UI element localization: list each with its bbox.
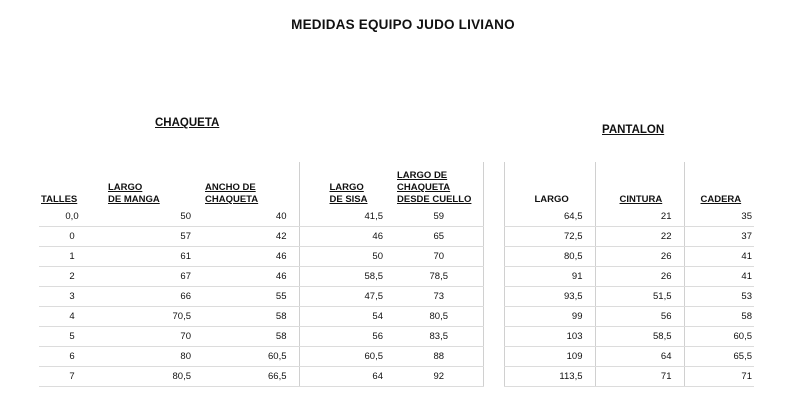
cell-talle: 3 <box>39 287 105 307</box>
header-largo: LARGO <box>504 162 595 207</box>
cell-largo-sisa: 50 <box>299 247 395 267</box>
cell-cintura: 58,5 <box>595 327 684 347</box>
header-largo-sisa: LARGO DE SISA <box>299 162 395 207</box>
cell-largo-manga: 50 <box>105 207 203 227</box>
cell-largo-pantalon: 113,5 <box>504 367 595 387</box>
cell-cintura: 71 <box>595 367 684 387</box>
page-title: MEDIDAS EQUIPO JUDO LIVIANO <box>291 17 515 32</box>
cell-cintura: 22 <box>595 227 684 247</box>
cell-largo-chaqueta-cuello: 73 <box>395 287 483 307</box>
cell-largo-manga: 66 <box>105 287 203 307</box>
cell-talle: 0 <box>39 227 105 247</box>
table-row <box>39 327 754 347</box>
header-talles: TALLES <box>41 194 78 205</box>
cell-largo-manga: 61 <box>105 247 203 267</box>
cell-largo-pantalon: 64,5 <box>504 207 595 227</box>
cell-largo-sisa: 60,5 <box>299 347 395 367</box>
cell-largo-sisa: 46 <box>299 227 395 247</box>
header-cadera: CADERA <box>684 162 754 207</box>
cell-cadera: 58 <box>684 307 754 327</box>
cell-largo-sisa: 54 <box>299 307 395 327</box>
cell-cadera: 37 <box>684 227 754 247</box>
cell-largo-manga: 70,5 <box>105 307 203 327</box>
cell-largo-pantalon: 99 <box>504 307 595 327</box>
table-row <box>39 247 754 267</box>
cell-cadera: 60,5 <box>684 327 754 347</box>
cell-cintura: 56 <box>595 307 684 327</box>
table-row <box>39 267 754 287</box>
table-row <box>39 207 754 227</box>
cell-largo-pantalon: 103 <box>504 327 595 347</box>
section-title-pantalon: PANTALON <box>602 124 665 136</box>
header-largo-manga: LARGO DE MANGA <box>108 182 160 205</box>
cell-largo-chaqueta-cuello: 92 <box>395 367 483 387</box>
cell-largo-chaqueta-cuello: 88 <box>395 347 483 367</box>
table-header-row <box>39 162 754 207</box>
header-cintura: CINTURA <box>595 162 684 207</box>
cell-largo-manga: 80 <box>105 347 203 367</box>
cell-talle: 2 <box>39 267 105 287</box>
cell-ancho-chaqueta: 66,5 <box>203 367 299 387</box>
cell-largo-sisa: 56 <box>299 327 395 347</box>
cell-cintura: 51,5 <box>595 287 684 307</box>
cell-cintura: 21 <box>595 207 684 227</box>
cell-ancho-chaqueta: 58 <box>203 327 299 347</box>
cell-cadera: 35 <box>684 207 754 227</box>
table-row <box>39 307 754 327</box>
cell-ancho-chaqueta: 40 <box>203 207 299 227</box>
cell-talle: 5 <box>39 327 105 347</box>
cell-largo-pantalon: 72,5 <box>504 227 595 247</box>
table-row <box>39 347 754 367</box>
cell-cintura: 26 <box>595 267 684 287</box>
cell-cadera: 41 <box>684 247 754 267</box>
cell-largo-sisa: 41,5 <box>299 207 395 227</box>
cell-largo-chaqueta-cuello: 70 <box>395 247 483 267</box>
cell-largo-sisa: 64 <box>299 367 395 387</box>
cell-largo-manga: 70 <box>105 327 203 347</box>
cell-largo-manga: 67 <box>105 267 203 287</box>
header-largo-chaqueta-cuello: LARGO DE CHAQUETA DESDE CUELLO <box>397 170 472 205</box>
cell-cintura: 64 <box>595 347 684 367</box>
cell-largo-sisa: 58,5 <box>299 267 395 287</box>
cell-largo-chaqueta-cuello: 65 <box>395 227 483 247</box>
cell-ancho-chaqueta: 55 <box>203 287 299 307</box>
table-row <box>39 367 754 387</box>
cell-cadera: 71 <box>684 367 754 387</box>
cell-cadera: 41 <box>684 267 754 287</box>
header-ancho-chaqueta: ANCHO DE CHAQUETA <box>205 182 259 205</box>
cell-ancho-chaqueta: 42 <box>203 227 299 247</box>
measurements-table <box>39 162 754 387</box>
cell-largo-sisa: 47,5 <box>299 287 395 307</box>
cell-largo-pantalon: 109 <box>504 347 595 367</box>
cell-largo-manga: 57 <box>105 227 203 247</box>
cell-talle: 7 <box>39 367 105 387</box>
cell-largo-chaqueta-cuello: 80,5 <box>395 307 483 327</box>
table-row <box>39 227 754 247</box>
cell-largo-chaqueta-cuello: 59 <box>395 207 483 227</box>
cell-talle: 4 <box>39 307 105 327</box>
table-row <box>39 287 754 307</box>
section-title-chaqueta: CHAQUETA <box>155 117 220 129</box>
cell-largo-pantalon: 93,5 <box>504 287 595 307</box>
cell-ancho-chaqueta: 58 <box>203 307 299 327</box>
cell-cadera: 53 <box>684 287 754 307</box>
cell-largo-pantalon: 91 <box>504 267 595 287</box>
cell-ancho-chaqueta: 60,5 <box>203 347 299 367</box>
cell-talle: 1 <box>39 247 105 267</box>
cell-ancho-chaqueta: 46 <box>203 267 299 287</box>
cell-largo-chaqueta-cuello: 78,5 <box>395 267 483 287</box>
cell-ancho-chaqueta: 46 <box>203 247 299 267</box>
cell-cintura: 26 <box>595 247 684 267</box>
cell-talle: 0,0 <box>39 207 105 227</box>
cell-largo-manga: 80,5 <box>105 367 203 387</box>
cell-talle: 6 <box>39 347 105 367</box>
cell-largo-pantalon: 80,5 <box>504 247 595 267</box>
cell-largo-chaqueta-cuello: 83,5 <box>395 327 483 347</box>
cell-cadera: 65,5 <box>684 347 754 367</box>
